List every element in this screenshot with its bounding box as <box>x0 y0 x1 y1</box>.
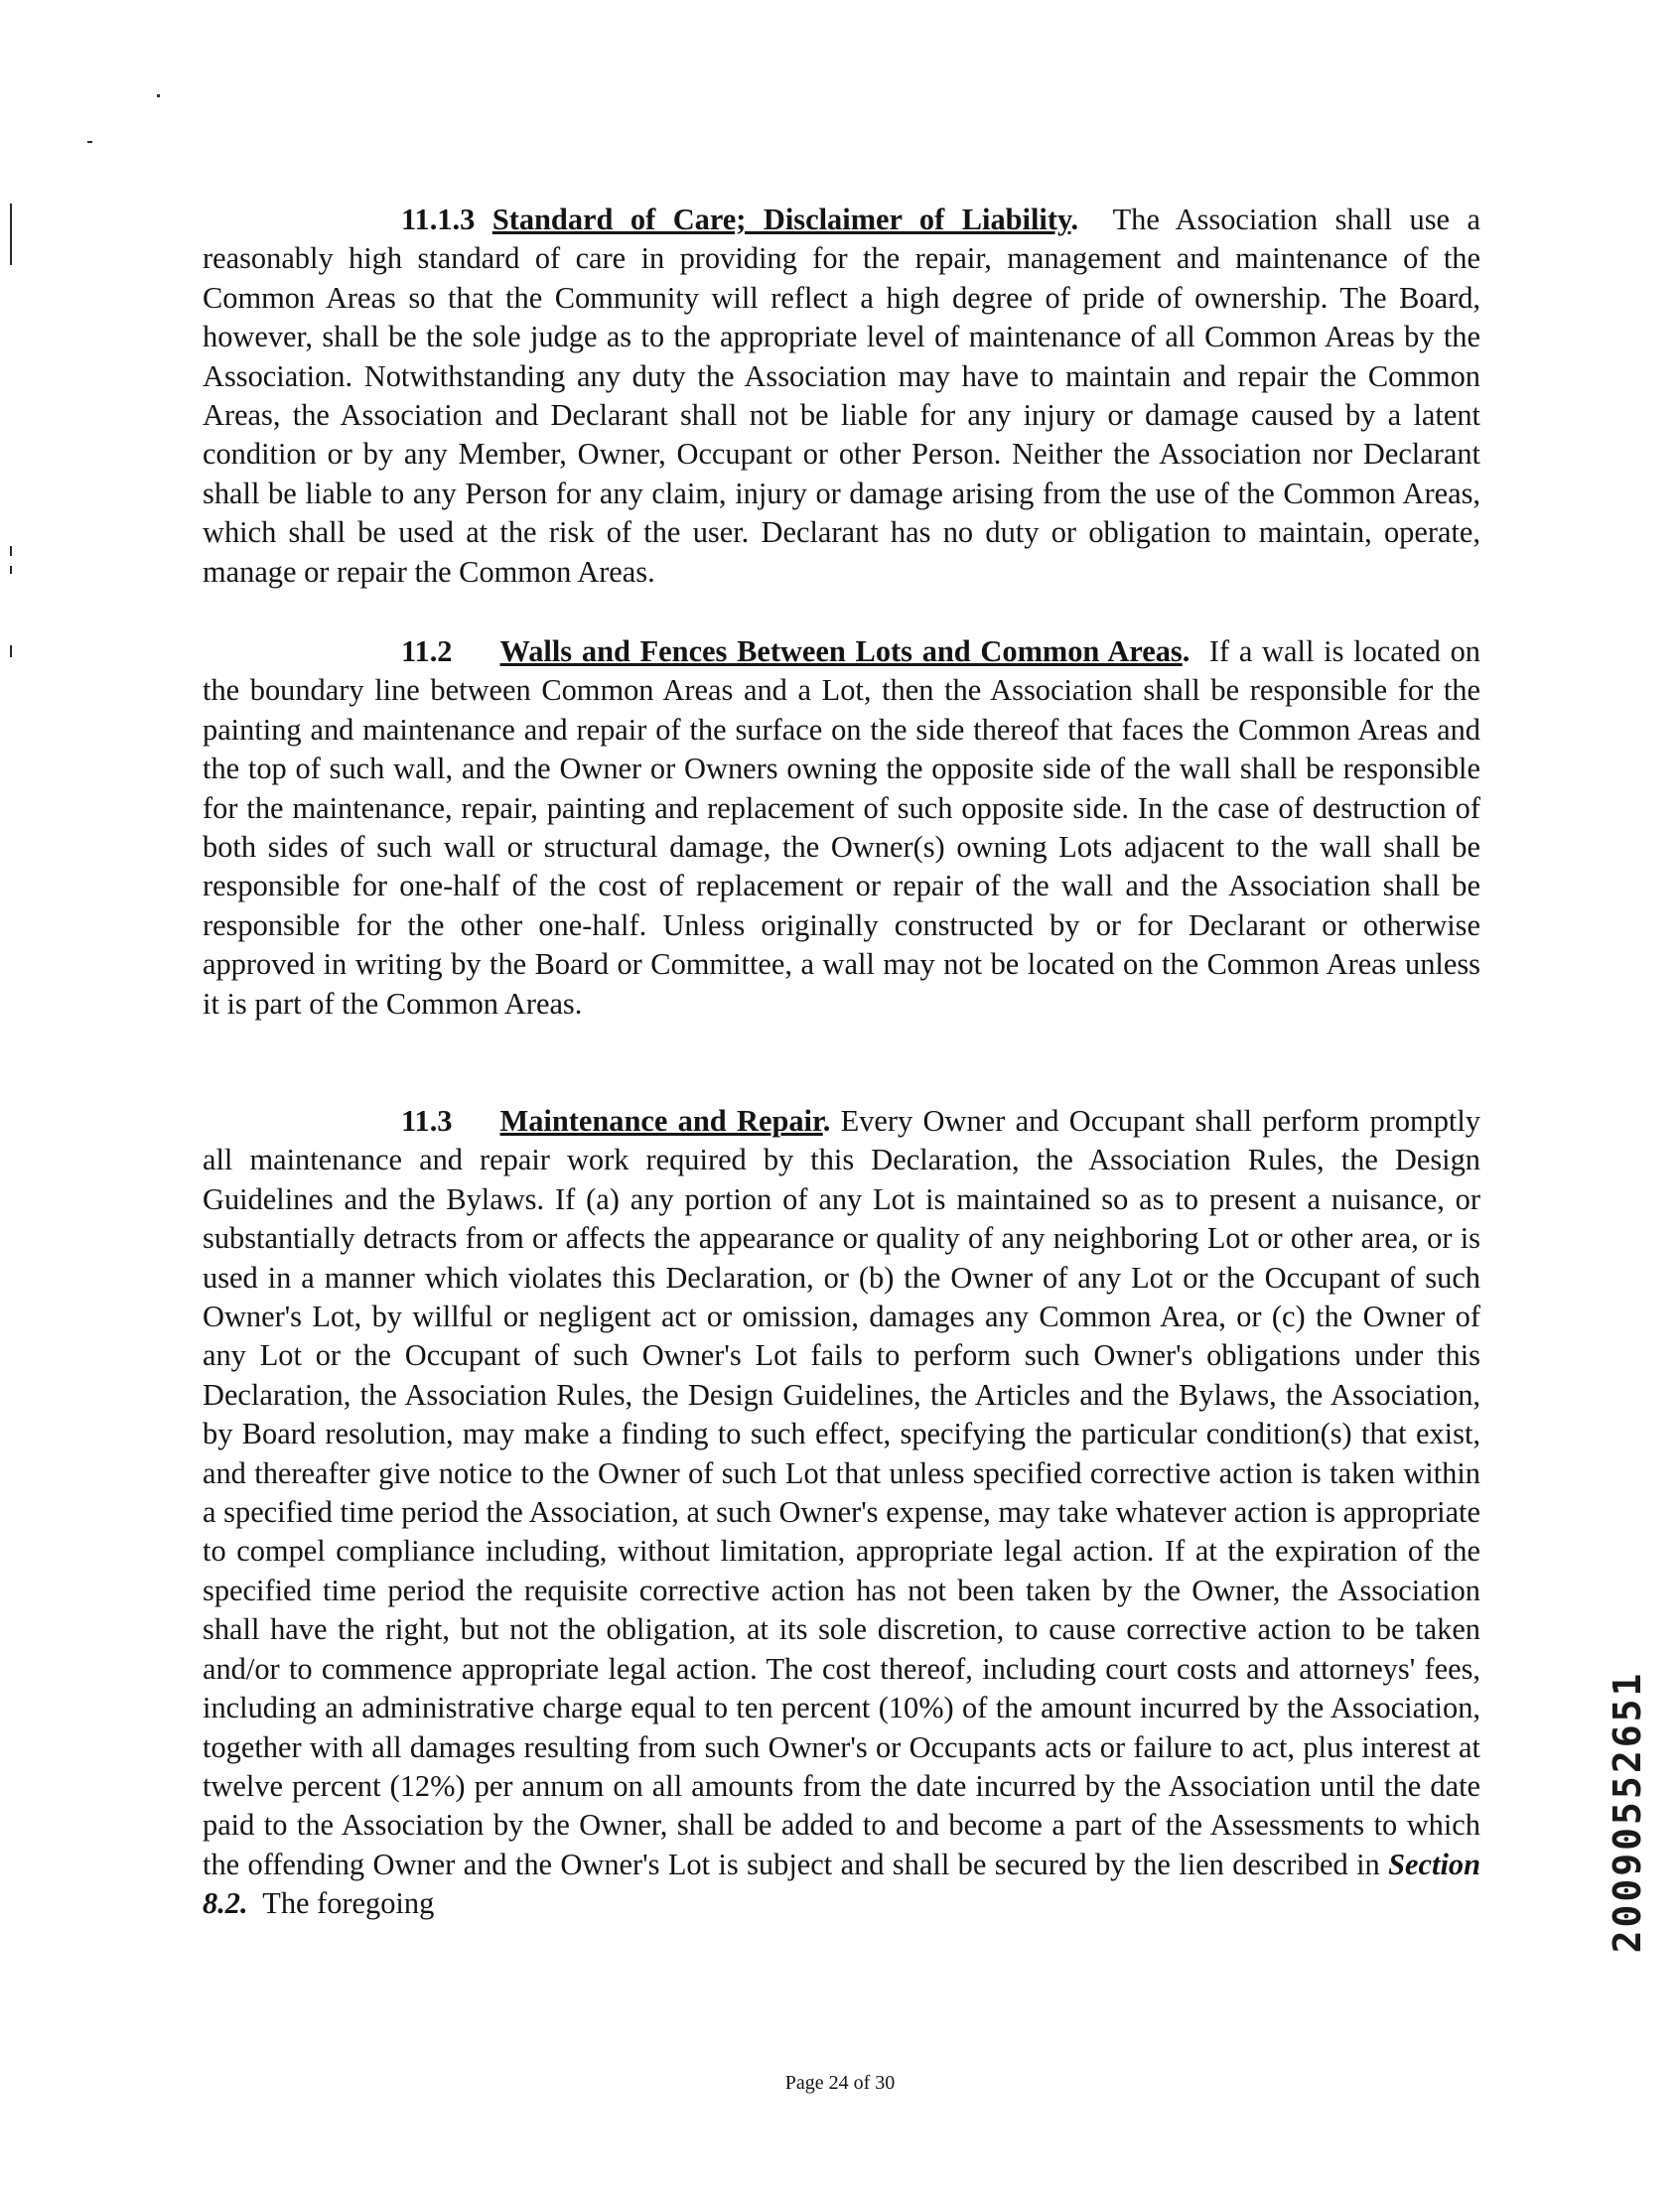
scan-speck <box>10 645 12 657</box>
section-tail: The foregoing <box>262 1886 435 1921</box>
section-11-3: 11.3 Maintenance and Repair. Every Owner and Occupant shall perform promptly all maintenance and repair work required by this Declaration, the Association Rules, the Design Guidelines and the Bylaws. If (a) any portion of any Lot is maintained so as to present a nuisance, or substantially detracts from or affects the appearance or quality of any neighboring Lot or other area, or is used in a manner which violates this Declaration, or (b) the Owner of any Lot or the Occupant of such Owner's Lot, by willful or negligent act or omission, damages any Common Area, or (c) the Owner of any Lot or the Occupant of such Owner's Lot fails to perform such Owner's obligations under this Declaration, the Association Rules, the Design Guidelines, the Articles and the Bylaws, the Association, by Board resolution, may make a finding to such effect, specifying the particular condition(s) that exist, and thereafter give notice to the Owner of such Lot that unless specified corrective action is taken within a specified time period the Association, at such Owner's expense, may take whatever action is appropriate to compel compliance including, without limitation, appropriate legal action. If at the expiration of the specified time period the requisite corrective action has not been taken by the Owner, the Association shall have the right, but not the obligation, at its sole discretion, to cause corrective action to be taken and/or to commence appropriate legal action. The cost thereof, including court costs and attorneys' fees, including an administrative charge equal to ten percent (10%) of the amount incurred by the Association, together with all damages resulting from such Owner's or Occupants acts or failure to act, plus interest at twelve percent (12%) per annum on all amounts from the date incurred by the Association until the date paid to the Association by the Owner, shall be added to and become a part of the Assessments to which the offending Owner and the Owner's Lot is subject and shall be secured by the lien described in Section 8.2. The foregoing <box>203 1104 1480 1921</box>
section-number: 11.2 <box>401 634 453 668</box>
scan-margin-line <box>10 204 12 265</box>
section-11-1-3: 11.1.3 Standard of Care; Disclaimer of Liability. The Association shall use a reasonably high standard of care in providing for the repair, management and maintenance of the Common Areas so that the Community will reflect a high degree of pride of ownership. The Board, however, shall be the sole judge as to the appropriate level of maintenance of all Common Areas by the Association. Notwithstanding any duty the Association may have to maintain and repair the Common Areas, the Association and Declarant shall not be liable for any injury or damage caused by a latent condition or by any Member, Owner, Occupant or other Person. Neither the Association nor Declarant shall be liable to any Person for any claim, injury or damage arising from the use of the Common Areas, which shall be used at the risk of the user. Declarant has no duty or obligation to maintain, operate, manage or repair the Common Areas. <box>203 203 1480 589</box>
page-footer: Page 24 of 30 <box>784 2072 896 2094</box>
scan-speck <box>87 141 92 143</box>
recording-stamp-number: 20090552651 <box>1606 1670 1649 1954</box>
scan-speck <box>157 94 160 97</box>
section-body: If a wall is located on the boundary line between Common Areas and a Lot, then the Association shall be responsible for the painting and maintenance and repair of the surface on the side thereof that faces the Common Areas and the top of such wall, and the Owner or Owners owning the opposite side of the wall shall be responsible for the maintenance, repair, painting and replacement of such opposite side. In the case of destruction of both sides of such wall or structural damage, the Owner(s) owning Lots adjacent to the wall shall be responsible for one-half of the cost of replacement or repair of the wall and the Association shall be responsible for the other one-half. Unless originally constructed by or for Declarant or otherwise approved in writing by the Board or Committee, a wall may not be located on the Common Areas unless it is part of the Common Areas. <box>203 634 1480 1021</box>
section-11-2: 11.2 Walls and Fences Between Lots and Common Areas. If a wall is located on the boundary line between Common Areas and a Lot, then the Association shall be responsible for the painting and maintenance and repair of the surface on the side thereof that faces the Common Areas and the top of such wall, and the Owner or Owners owning the opposite side of the wall shall be responsible for the maintenance, repair, painting and replacement of such opposite side. In the case of destruction of both sides of such wall or structural damage, the Owner(s) owning Lots adjacent to the wall shall be responsible for one-half of the cost of replacement or repair of the wall and the Association shall be responsible for the other one-half. Unless originally constructed by or for Declarant or otherwise approved in writing by the Board or Committee, a wall may not be located on the Common Areas unless it is part of the Common Areas. <box>203 634 1480 1021</box>
section-reference: Section 8.2 <box>203 1847 1480 1921</box>
section-heading: Standard of Care; Disclaimer of Liability <box>491 203 1071 236</box>
scan-speck <box>10 566 12 574</box>
section-body: The Association shall use a reasonably high standard of care in providing for the repair, management and maintenance of the Common Areas so that the Community will reflect a high degree of pride of ownership. The Board, however, shall be the sole judge as to the appropriate level of maintenance of all Common Areas by the Association. Notwithstanding any duty the Association may have to maintain and repair the Common Areas, the Association and Declarant shall not be liable for any injury or damage caused by a latent condition or by any Member, Owner, Occupant or other Person. Neither the Association nor Declarant shall be liable to any Person for any claim, injury or damage arising from the use of the Common Areas, which shall be used at the risk of the user. Declarant has no duty or obligation to maintain, operate, manage or repair the Common Areas. <box>203 203 1480 589</box>
recording-stamp <box>1606 1579 1670 2045</box>
section-number: 11.1.3 <box>401 203 476 236</box>
section-body: Every Owner and Occupant shall perform promptly all maintenance and repair work required by this Declaration, the Association Rules, the Design Guidelines and the Bylaws. If (a) any portion of any Lot is maintained so as to present a nuisance, or substantially detracts from or affects the appearance or quality of any neighboring Lot or other area, or is used in a manner which violates this Declaration, or (b) the Owner of any Lot or the Occupant of such Owner's Lot, by willful or negligent act or omission, damages any Common Area, or (c) the Owner of any Lot or the Occupant of such Owner's Lot fails to perform such Owner's obligations under this Declaration, the Association Rules, the Design Guidelines, the Articles and the Bylaws, the Association, by Board resolution, may make a finding to such effect, specifying the particular condition(s) that exist, and thereafter give notice to the Owner of such Lot that unless specified corrective action is taken within a specified time period the Association, at such Owner's expense, may take whatever action is appropriate to compel compliance including, without limitation, appropriate legal action. If at the expiration of the specified time period the requisite corrective action has not been taken by the Owner, the Association shall have the right, but not the obligation, at its sole discretion, to cause corrective action to be taken and/or to commence appropriate legal action. The cost thereof, including court costs and attorneys' fees, including an administrative charge equal to ten percent (10%) of the amount incurred by the Association, together with all damages resulting from such Owner's or Occupants acts or failure to act, plus interest at twelve percent (12%) per annum on all amounts from the date incurred by the Association until the date paid to the Association by the Owner, shall be added to and become a part of the Assessments to which the offending Owner and the Owner's Lot is subject and shall be secured by the lien described in <box>203 1104 1480 1881</box>
section-heading: Walls and Fences Between Lots and Common Areas <box>499 634 1183 668</box>
section-heading: Maintenance and Repair <box>499 1104 823 1138</box>
scan-speck <box>10 546 12 556</box>
section-number: 11.3 <box>401 1104 453 1138</box>
